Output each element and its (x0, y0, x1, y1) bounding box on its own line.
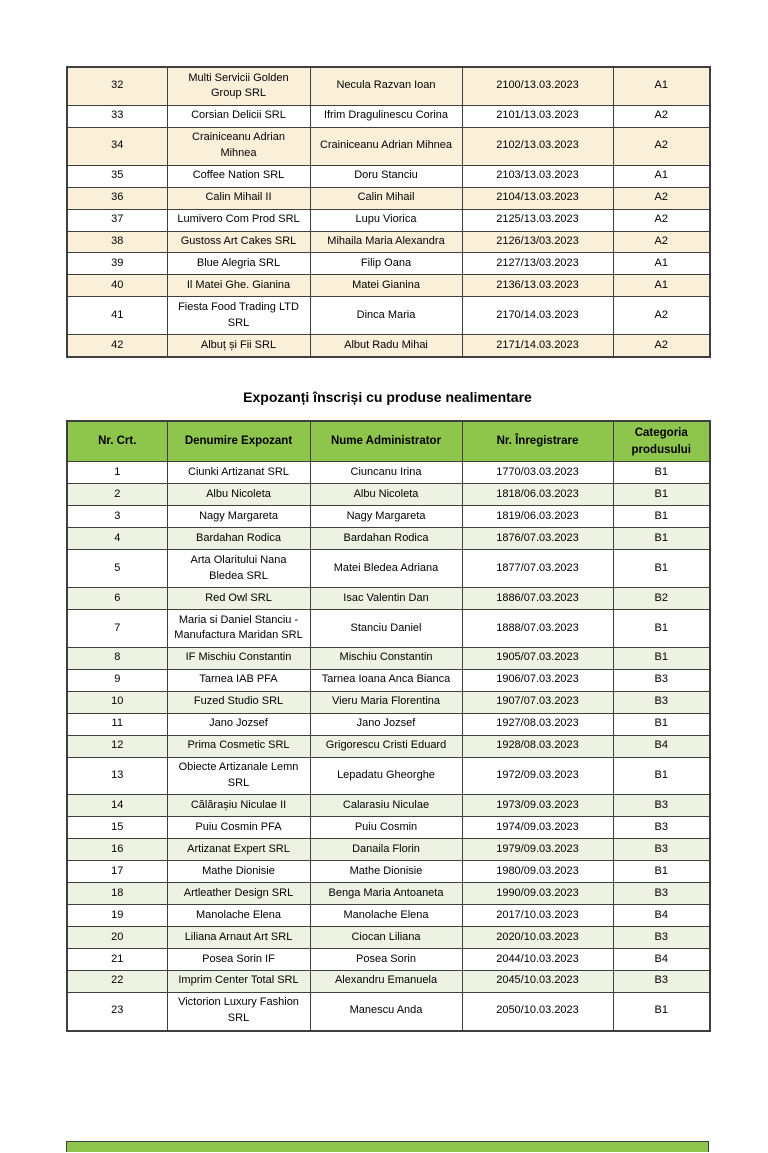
cell-nume: Isac Valentin Dan (310, 588, 462, 610)
cell-denumire: Mathe Dionisie (167, 861, 310, 883)
cell-categoria: B3 (613, 795, 710, 817)
cell-nr: 3 (67, 506, 167, 528)
cell-denumire: Artleather Design SRL (167, 883, 310, 905)
cell-nr: 40 (67, 275, 167, 297)
cell-nr: 13 (67, 757, 167, 795)
cell-categoria: B1 (613, 550, 710, 588)
table-row (67, 231, 710, 253)
cell-categoria: A1 (613, 253, 710, 275)
cell-categoria: A2 (613, 297, 710, 335)
cell-nume: Matei Gianina (310, 275, 462, 297)
cell-inregistrare: 1927/08.03.2023 (462, 713, 613, 735)
cell-inregistrare: 2101/13.03.2023 (462, 105, 613, 127)
cell-denumire: Manolache Elena (167, 905, 310, 927)
cell-denumire: Albu Nicoleta (167, 484, 310, 506)
table-row (67, 335, 710, 357)
table-row (67, 949, 710, 971)
cell-nr: 5 (67, 550, 167, 588)
cell-inregistrare: 2020/10.03.2023 (462, 927, 613, 949)
table-row (67, 647, 710, 669)
cell-categoria: B2 (613, 588, 710, 610)
cell-nume: Tarnea Ioana Anca Bianca (310, 669, 462, 691)
table-row (67, 127, 710, 165)
cell-nr: 2 (67, 484, 167, 506)
cell-inregistrare: 1876/07.03.2023 (462, 528, 613, 550)
cell-categoria: B1 (613, 610, 710, 648)
cell-inregistrare: 1990/09.03.2023 (462, 883, 613, 905)
section-title: Expozanți înscriși cu produse nealimentare (243, 389, 532, 406)
cell-nr: 38 (67, 231, 167, 253)
cell-categoria: A1 (613, 67, 710, 105)
cell-categoria: B1 (613, 647, 710, 669)
cell-nr: 35 (67, 165, 167, 187)
table-row (67, 757, 710, 795)
cell-categoria: B3 (613, 691, 710, 713)
header-nume-administrator: Nume Administrator (310, 421, 462, 462)
table-row (67, 297, 710, 335)
cell-nume: Calarasiu Niculae (310, 795, 462, 817)
cell-categoria: B1 (613, 528, 710, 550)
cell-inregistrare: 2171/14.03.2023 (462, 335, 613, 357)
cell-denumire: Posea Sorin IF (167, 949, 310, 971)
nonfood-exhibitors-table (66, 420, 711, 1032)
cell-nr: 4 (67, 528, 167, 550)
table-row (67, 992, 710, 1030)
cell-denumire: Blue Alegria SRL (167, 253, 310, 275)
table-row (67, 253, 710, 275)
cell-categoria: A2 (613, 231, 710, 253)
cell-denumire: Imprim Center Total SRL (167, 970, 310, 992)
cell-nume: Alexandru Emanuela (310, 970, 462, 992)
cell-nume: Manolache Elena (310, 905, 462, 927)
cell-nume: Vieru Maria Florentina (310, 691, 462, 713)
cell-nume: Lupu Viorica (310, 209, 462, 231)
table-row (67, 817, 710, 839)
cell-nr: 6 (67, 588, 167, 610)
cell-nr: 33 (67, 105, 167, 127)
cell-nume: Albut Radu Mihai (310, 335, 462, 357)
cell-nr: 21 (67, 949, 167, 971)
table-row (67, 713, 710, 735)
cell-denumire: Corsian Delicii SRL (167, 105, 310, 127)
table-header-row (67, 421, 710, 462)
cell-inregistrare: 1972/09.03.2023 (462, 757, 613, 795)
header-denumire-expozant: Denumire Expozant (167, 421, 310, 462)
cell-categoria: B1 (613, 861, 710, 883)
cell-categoria: B4 (613, 905, 710, 927)
cell-nume: Mathe Dionisie (310, 861, 462, 883)
cell-denumire: Albuț și Fii SRL (167, 335, 310, 357)
cell-denumire: Gustoss Art Cakes SRL (167, 231, 310, 253)
cell-nume: Jano Jozsef (310, 713, 462, 735)
cell-nr: 36 (67, 187, 167, 209)
cell-inregistrare: 2125/13.03.2023 (462, 209, 613, 231)
cell-denumire: Multi Servicii Golden Group SRL (167, 67, 310, 105)
cell-nume: Lepadatu Gheorghe (310, 757, 462, 795)
cell-inregistrare: 1770/03.03.2023 (462, 462, 613, 484)
cell-nr: 18 (67, 883, 167, 905)
cell-nr: 11 (67, 713, 167, 735)
cell-categoria: B3 (613, 817, 710, 839)
cell-inregistrare: 1818/06.03.2023 (462, 484, 613, 506)
cell-denumire: Tarnea IAB PFA (167, 669, 310, 691)
cell-nr: 41 (67, 297, 167, 335)
cell-categoria: B1 (613, 484, 710, 506)
cell-nr: 16 (67, 839, 167, 861)
cell-denumire: Artizanat Expert SRL (167, 839, 310, 861)
table-row (67, 187, 710, 209)
cell-nume: Necula Razvan Ioan (310, 67, 462, 105)
cell-denumire: Prima Cosmetic SRL (167, 735, 310, 757)
cell-nr: 15 (67, 817, 167, 839)
table-row (67, 528, 710, 550)
cell-categoria: A1 (613, 275, 710, 297)
cell-inregistrare: 2104/13.03.2023 (462, 187, 613, 209)
cell-nume: Ciocan Liliana (310, 927, 462, 949)
cell-categoria: B3 (613, 927, 710, 949)
cell-inregistrare: 2127/13/03.2023 (462, 253, 613, 275)
cell-inregistrare: 2017/10.03.2023 (462, 905, 613, 927)
cell-denumire: Jano Jozsef (167, 713, 310, 735)
cell-categoria: B1 (613, 713, 710, 735)
cell-categoria: B1 (613, 757, 710, 795)
cell-denumire: Calin Mihail II (167, 187, 310, 209)
cell-nume: Grigorescu Cristi Eduard (310, 735, 462, 757)
table-row (67, 970, 710, 992)
cell-nume: Mihaila Maria Alexandra (310, 231, 462, 253)
cell-denumire: Fiesta Food Trading LTD SRL (167, 297, 310, 335)
cell-denumire: Bardahan Rodica (167, 528, 310, 550)
cell-denumire: Victorion Luxury Fashion SRL (167, 992, 310, 1030)
cell-inregistrare: 1819/06.03.2023 (462, 506, 613, 528)
cell-denumire: Crainiceanu Adrian Mihnea (167, 127, 310, 165)
cell-inregistrare: 2102/13.03.2023 (462, 127, 613, 165)
cell-inregistrare: 1979/09.03.2023 (462, 839, 613, 861)
cell-nr: 23 (67, 992, 167, 1030)
cell-categoria: A1 (613, 165, 710, 187)
table-row (67, 669, 710, 691)
cell-categoria: B3 (613, 839, 710, 861)
cell-nume: Manescu Anda (310, 992, 462, 1030)
cell-inregistrare: 2103/13.03.2023 (462, 165, 613, 187)
food-exhibitors-table-continuation (66, 66, 711, 358)
cell-inregistrare: 2045/10.03.2023 (462, 970, 613, 992)
table-row (67, 795, 710, 817)
cell-categoria: B4 (613, 949, 710, 971)
cell-nume: Matei Bledea Adriana (310, 550, 462, 588)
table-row (67, 861, 710, 883)
cell-inregistrare: 2044/10.03.2023 (462, 949, 613, 971)
table-row (67, 883, 710, 905)
cell-inregistrare: 2136/13.03.2023 (462, 275, 613, 297)
cell-nr: 8 (67, 647, 167, 669)
cell-denumire: Liliana Arnaut Art SRL (167, 927, 310, 949)
table-row (67, 484, 710, 506)
cell-nume: Ifrim Dragulinescu Corina (310, 105, 462, 127)
table-row (67, 105, 710, 127)
cell-inregistrare: 2050/10.03.2023 (462, 992, 613, 1030)
cell-categoria: A2 (613, 127, 710, 165)
table-row (67, 275, 710, 297)
cell-denumire: Călărașiu Niculae II (167, 795, 310, 817)
table-row (67, 462, 710, 484)
cell-nr: 1 (67, 462, 167, 484)
cell-inregistrare: 1907/07.03.2023 (462, 691, 613, 713)
cell-categoria: B1 (613, 462, 710, 484)
cell-nume: Stanciu Daniel (310, 610, 462, 648)
next-table-header-strip (66, 1141, 709, 1152)
cell-nume: Dinca Maria (310, 297, 462, 335)
cell-nr: 20 (67, 927, 167, 949)
cell-inregistrare: 1877/07.03.2023 (462, 550, 613, 588)
table-row (67, 839, 710, 861)
cell-denumire: Lumivero Com Prod SRL (167, 209, 310, 231)
cell-nr: 42 (67, 335, 167, 357)
cell-categoria: A2 (613, 105, 710, 127)
table-row (67, 506, 710, 528)
cell-nume: Danaila Florin (310, 839, 462, 861)
cell-inregistrare: 2170/14.03.2023 (462, 297, 613, 335)
table-row (67, 67, 710, 105)
cell-nume: Puiu Cosmin (310, 817, 462, 839)
table-row (67, 610, 710, 648)
cell-inregistrare: 1974/09.03.2023 (462, 817, 613, 839)
cell-categoria: B3 (613, 883, 710, 905)
cell-nume: Nagy Margareta (310, 506, 462, 528)
table-row (67, 735, 710, 757)
header-nr-inregistrare: Nr. Înregistrare (462, 421, 613, 462)
cell-nume: Calin Mihail (310, 187, 462, 209)
table-row (67, 550, 710, 588)
cell-categoria: B4 (613, 735, 710, 757)
cell-denumire: Arta Olaritului Nana Bledea SRL (167, 550, 310, 588)
cell-categoria: B1 (613, 506, 710, 528)
table-row (67, 588, 710, 610)
cell-nume: Posea Sorin (310, 949, 462, 971)
cell-denumire: Il Matei Ghe. Gianina (167, 275, 310, 297)
cell-nr: 19 (67, 905, 167, 927)
cell-inregistrare: 2100/13.03.2023 (462, 67, 613, 105)
cell-categoria: A2 (613, 209, 710, 231)
cell-nr: 37 (67, 209, 167, 231)
cell-inregistrare: 2126/13/03.2023 (462, 231, 613, 253)
cell-nume: Filip Oana (310, 253, 462, 275)
cell-denumire: Red Owl SRL (167, 588, 310, 610)
cell-categoria: A2 (613, 187, 710, 209)
cell-nr: 34 (67, 127, 167, 165)
cell-denumire: IF Mischiu Constantin (167, 647, 310, 669)
cell-nr: 7 (67, 610, 167, 648)
cell-inregistrare: 1980/09.03.2023 (462, 861, 613, 883)
table-row (67, 691, 710, 713)
cell-categoria: B1 (613, 992, 710, 1030)
cell-nume: Crainiceanu Adrian Mihnea (310, 127, 462, 165)
table-row (67, 209, 710, 231)
cell-nume: Mischiu Constantin (310, 647, 462, 669)
document-page (0, 66, 768, 1153)
header-nr-crt: Nr. Crt. (67, 421, 167, 462)
cell-denumire: Ciunki Artizanat SRL (167, 462, 310, 484)
cell-nr: 10 (67, 691, 167, 713)
cell-inregistrare: 1928/08.03.2023 (462, 735, 613, 757)
cell-denumire: Maria si Daniel Stanciu - Manufactura Maridan SRL (167, 610, 310, 648)
cell-nume: Bardahan Rodica (310, 528, 462, 550)
table-row (67, 927, 710, 949)
cell-denumire: Puiu Cosmin PFA (167, 817, 310, 839)
cell-nume: Benga Maria Antoaneta (310, 883, 462, 905)
table-row (67, 905, 710, 927)
cell-nr: 14 (67, 795, 167, 817)
cell-inregistrare: 1906/07.03.2023 (462, 669, 613, 691)
cell-denumire: Coffee Nation SRL (167, 165, 310, 187)
cell-nr: 22 (67, 970, 167, 992)
cell-inregistrare: 1905/07.03.2023 (462, 647, 613, 669)
cell-nr: 39 (67, 253, 167, 275)
cell-nume: Albu Nicoleta (310, 484, 462, 506)
cell-nr: 17 (67, 861, 167, 883)
cell-nume: Doru Stanciu (310, 165, 462, 187)
cell-categoria: A2 (613, 335, 710, 357)
table-row (67, 165, 710, 187)
cell-categoria: B3 (613, 669, 710, 691)
cell-denumire: Obiecte Artizanale Lemn SRL (167, 757, 310, 795)
cell-categoria: B3 (613, 970, 710, 992)
cell-nr: 32 (67, 67, 167, 105)
cell-nume: Ciuncanu Irina (310, 462, 462, 484)
cell-denumire: Nagy Margareta (167, 506, 310, 528)
cell-inregistrare: 1888/07.03.2023 (462, 610, 613, 648)
cell-nr: 9 (67, 669, 167, 691)
cell-nr: 12 (67, 735, 167, 757)
header-categoria-produsului: Categoria produsului (613, 421, 710, 462)
cell-denumire: Fuzed Studio SRL (167, 691, 310, 713)
cell-inregistrare: 1973/09.03.2023 (462, 795, 613, 817)
cell-inregistrare: 1886/07.03.2023 (462, 588, 613, 610)
